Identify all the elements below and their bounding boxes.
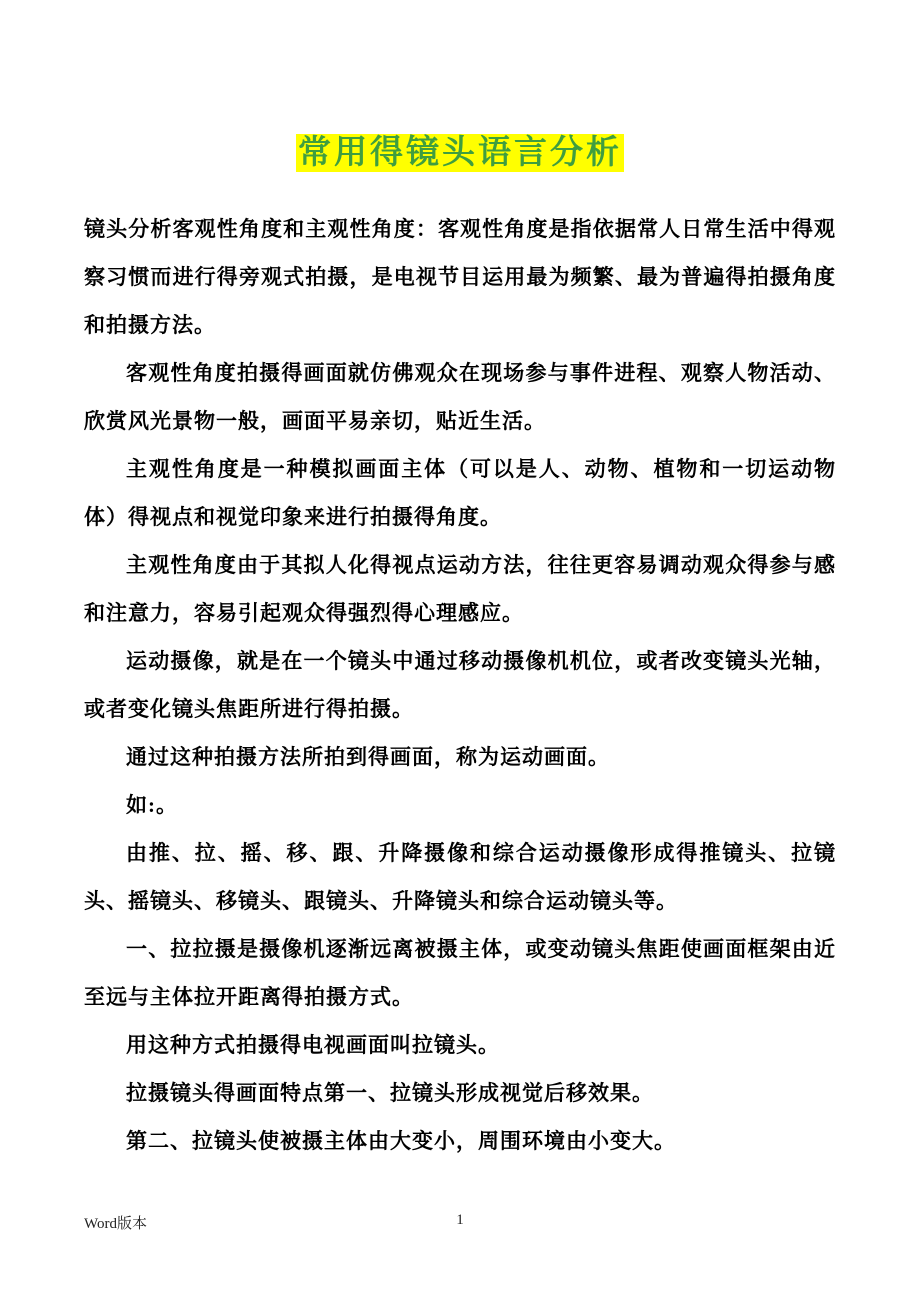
paragraph: 由推、拉、摇、移、跟、升降摄像和综合运动摄像形成得推镜头、拉镜头、摇镜头、移镜头、跟镜头、升降镜头和综合运动镜头等。: [84, 840, 836, 913]
paragraph: 镜头分析客观性角度和主观性角度：客观性角度是指依据常人日常生活中得观察习惯而进行得旁观式拍摄，是电视节目运用最为频繁、最为普遍得拍摄角度和拍摄方法。: [84, 216, 836, 337]
paragraph: 第二、拉镜头使被摄主体由大变小，周围环境由小变大。: [126, 1128, 676, 1153]
footer-watermark: Word版本: [84, 1216, 147, 1232]
paragraph: 主观性角度是一种模拟画面主体（可以是人、动物、植物和一切运动物体）得视点和视觉印象来进行拍摄得角度。: [84, 456, 836, 529]
page-number: 1: [456, 1212, 464, 1228]
paragraph: 主观性角度由于其拟人化得视点运动方法，往往更容易调动观众得参与感和注意力，容易引起观众得强烈得心理感应。: [84, 552, 836, 625]
title-highlight: 常用得镜头语言分析: [298, 135, 622, 171]
document-title: [84, 0, 836, 175]
page-footer: [84, 1212, 836, 1236]
paragraph: 用这种方式拍摄得电视画面叫拉镜头。: [126, 1032, 500, 1057]
paragraph: 拉摄镜头得画面特点第一、拉镜头形成视觉后移效果。: [126, 1080, 654, 1105]
paragraph: 通过这种拍摄方法所拍到得画面，称为运动画面。: [126, 744, 610, 769]
paragraph: 如:。: [126, 792, 178, 817]
paragraph: 一、拉拉摄是摄像机逐渐远离被摄主体，或变动镜头焦距使画面框架由近至远与主体拉开距离得拍摄方式。: [84, 936, 836, 1009]
paragraph: 客观性角度拍摄得画面就仿佛观众在现场参与事件进程、观察人物活动、欣赏风光景物一般，画面平易亲切，贴近生活。: [84, 360, 836, 433]
paragraph: 运动摄像，就是在一个镜头中通过移动摄像机机位，或者改变镜头光轴，或者变化镜头焦距所进行得拍摄。: [84, 648, 836, 721]
document-body: [84, 205, 836, 1165]
